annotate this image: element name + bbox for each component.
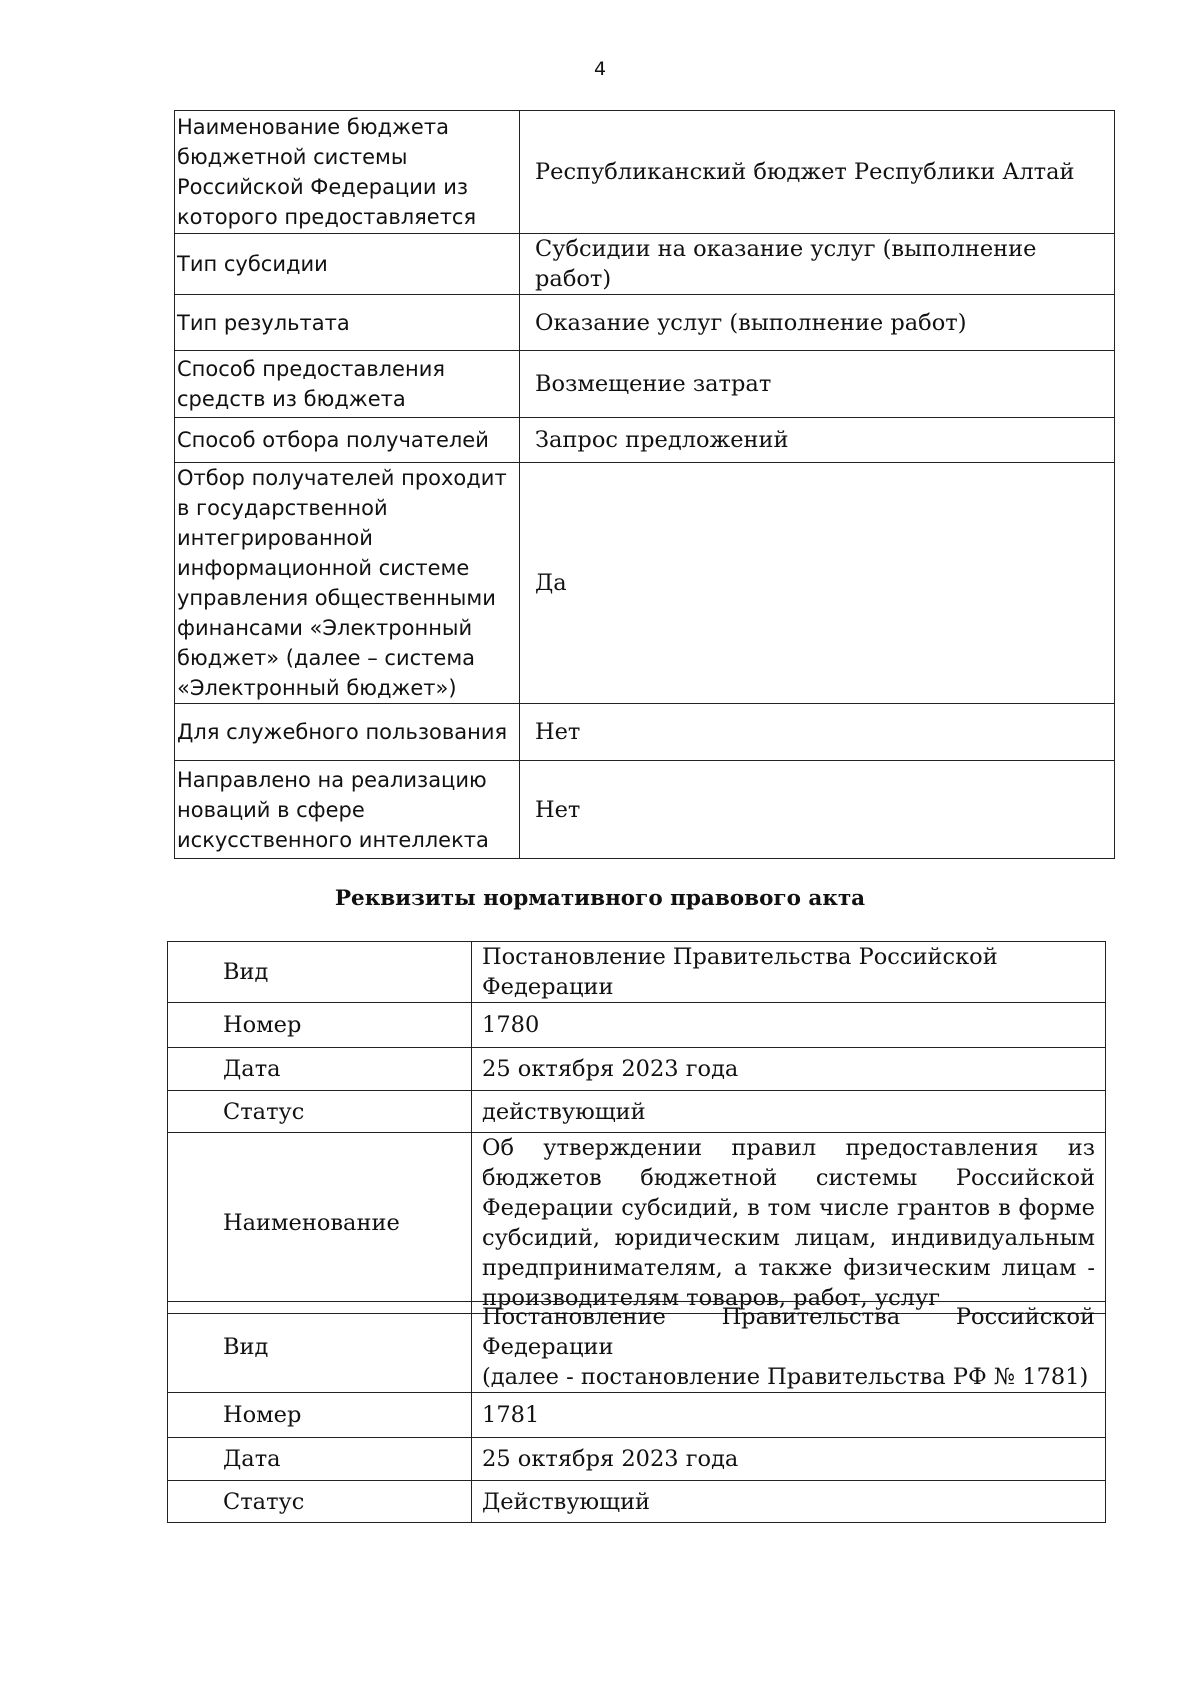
name-label: Наименование bbox=[168, 1133, 472, 1314]
row-label: Наименование бюджета бюджетной системы Российской Федерации из которого предоставляется bbox=[175, 111, 520, 234]
name-value: Об утверждении правил предоставления из бюджетов бюджетной системы Российской Федерации субсидий, в том числе грантов в форме субсидий, юридическим лицам, индивидуальным предпринимателям, а также физическим лицам - производителям товаров, работ, услуг bbox=[472, 1133, 1106, 1314]
subsidy-info-table bbox=[174, 110, 1115, 859]
row-value: Да bbox=[520, 463, 1115, 704]
kind-value-line: Постановление Правительства Российской Федерации bbox=[482, 1304, 1095, 1360]
date-label: Дата bbox=[168, 1048, 472, 1091]
table-row bbox=[168, 1133, 1106, 1314]
status-value: действующий bbox=[472, 1091, 1106, 1133]
row-value: Оказание услуг (выполнение работ) bbox=[520, 295, 1115, 351]
number-label: Номер bbox=[168, 1393, 472, 1438]
row-value: Субсидии на оказание услуг (выполнение работ) bbox=[520, 234, 1115, 295]
status-label: Статус bbox=[168, 1481, 472, 1523]
table-row bbox=[168, 1048, 1106, 1091]
table-row bbox=[175, 761, 1115, 859]
number-label: Номер bbox=[168, 1003, 472, 1048]
table-row bbox=[168, 1481, 1106, 1523]
row-value: Запрос предложений bbox=[520, 418, 1115, 463]
date-label: Дата bbox=[168, 1438, 472, 1481]
row-value: Нет bbox=[520, 704, 1115, 761]
legal-act-table-1781 bbox=[167, 1301, 1106, 1523]
row-label: Для служебного пользования bbox=[175, 704, 520, 761]
row-value: Республиканский бюджет Республики Алтай bbox=[520, 111, 1115, 234]
row-label: Способ отбора получателей bbox=[175, 418, 520, 463]
row-label: Направлено на реализацию новаций в сфере искусственного интеллекта bbox=[175, 761, 520, 859]
table-row bbox=[175, 295, 1115, 351]
table-row bbox=[175, 111, 1115, 234]
table-row bbox=[168, 1091, 1106, 1133]
number-value: 1781 bbox=[472, 1393, 1106, 1438]
status-value: Действующий bbox=[472, 1481, 1106, 1523]
row-value: Нет bbox=[520, 761, 1115, 859]
table-row bbox=[168, 1003, 1106, 1048]
kind-value-line: (далее - постановление Правительства РФ № 1781) bbox=[482, 1364, 1089, 1390]
row-label: Отбор получателей проходит в государственной интегрированной информационной системе управления общественными финансами «Электронный бюджет» (далее – система «Электронный бюджет») bbox=[175, 463, 520, 704]
legal-act-table-1780 bbox=[167, 941, 1106, 1314]
table-row bbox=[168, 1302, 1106, 1393]
kind-value bbox=[472, 1302, 1106, 1393]
table-row bbox=[175, 704, 1115, 761]
table-row bbox=[168, 942, 1106, 1003]
row-label: Способ предоставления средств из бюджета bbox=[175, 351, 520, 418]
kind-label: Вид bbox=[168, 1302, 472, 1393]
table-row bbox=[168, 1393, 1106, 1438]
table-row bbox=[175, 351, 1115, 418]
table-row bbox=[175, 463, 1115, 704]
table-row bbox=[175, 418, 1115, 463]
date-value: 25 октября 2023 года bbox=[472, 1048, 1106, 1091]
row-value: Возмещение затрат bbox=[520, 351, 1115, 418]
kind-value: Постановление Правительства Российской Федерации bbox=[472, 942, 1106, 1003]
row-label: Тип результата bbox=[175, 295, 520, 351]
number-value: 1780 bbox=[472, 1003, 1106, 1048]
status-label: Статус bbox=[168, 1091, 472, 1133]
page-number: 4 bbox=[593, 58, 607, 80]
kind-label: Вид bbox=[168, 942, 472, 1003]
table-row bbox=[168, 1438, 1106, 1481]
date-value: 25 октября 2023 года bbox=[472, 1438, 1106, 1481]
table-row bbox=[175, 234, 1115, 295]
section-title: Реквизиты нормативного правового акта bbox=[334, 886, 866, 911]
row-label: Тип субсидии bbox=[175, 234, 520, 295]
